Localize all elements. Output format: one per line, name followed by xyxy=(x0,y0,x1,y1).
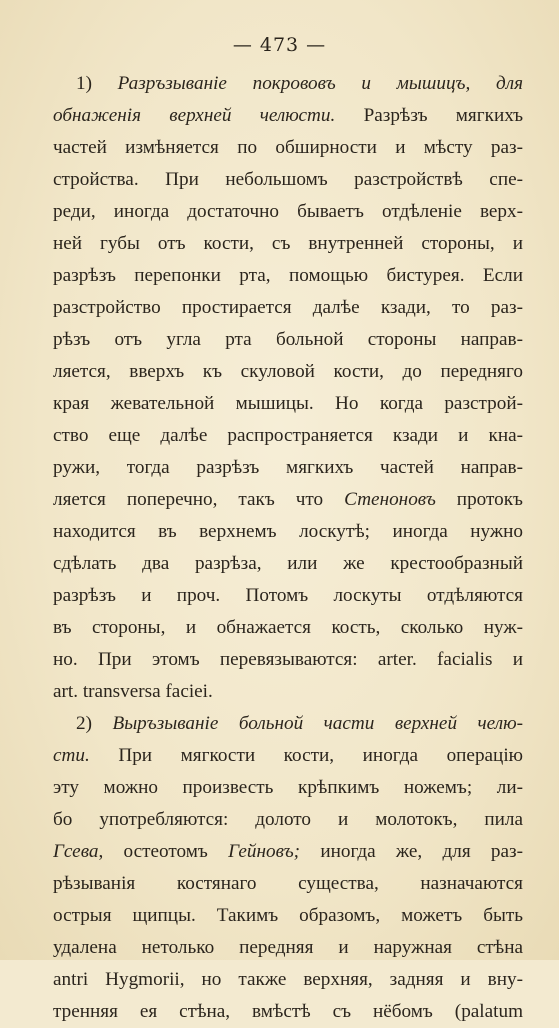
text-segment: но. При этомъ перевязываются: arter. facialis и xyxy=(53,649,523,670)
text-line xyxy=(53,356,523,388)
text-line xyxy=(53,708,523,740)
text-segment: бо употребляются: долото и молотокъ, пила xyxy=(53,809,523,830)
text-segment: края жевательной мышицы. Но когда разстрой- xyxy=(53,393,523,414)
body-text xyxy=(53,68,523,1028)
text-line xyxy=(53,932,523,964)
text-segment: ней губы отъ кости, съ внутренней стороны, и xyxy=(53,233,523,254)
text-line xyxy=(53,580,523,612)
text-segment: 1) xyxy=(76,73,118,94)
text-segment: , остеотомъ xyxy=(98,841,229,862)
text-line xyxy=(53,804,523,836)
text-segment: иногда же, для раз- xyxy=(300,841,523,862)
text-segment: находится въ верхнемъ лоскутѣ; иногда нужно xyxy=(53,521,523,542)
text-line xyxy=(53,900,523,932)
text-line xyxy=(53,420,523,452)
text-line xyxy=(53,292,523,324)
text-line xyxy=(53,132,523,164)
text-segment: При мягкости кости, иногда операцію xyxy=(89,745,523,766)
text-line xyxy=(53,868,523,900)
text-segment: ляется, вверхъ къ скуловой кости, до передняго xyxy=(53,361,523,382)
text-line xyxy=(53,772,523,804)
italic-text: Гсева xyxy=(53,841,99,862)
italic-text: Гейновъ; xyxy=(228,841,301,862)
text-line xyxy=(53,996,523,1028)
italic-text: Стеноновъ xyxy=(344,489,436,510)
text-segment: острыя щипцы. Такимъ образомъ, можетъ быть xyxy=(53,905,523,926)
italic-text: Разръзываніе покрововъ и мышицъ, для xyxy=(117,73,523,94)
text-line xyxy=(53,164,523,196)
text-line xyxy=(53,836,523,868)
text-segment: Разрѣзъ мягкихъ xyxy=(335,105,523,126)
text-segment: тренняя ея стѣна, вмѣстѣ съ нёбомъ (palatum xyxy=(53,1001,523,1022)
text-segment: частей измѣняется по обширности и мѣсту раз- xyxy=(53,137,523,158)
text-segment: ство еще далѣе распространяется кзади и кна- xyxy=(53,425,523,446)
text-segment: рѣзыванія костянаго существа, назначаются xyxy=(53,873,523,894)
text-segment: art. transversa faciei. xyxy=(53,681,213,702)
text-segment: ляется поперечно, такъ что xyxy=(53,489,345,510)
text-line xyxy=(53,388,523,420)
text-line xyxy=(53,676,523,708)
page-number: — 473 — xyxy=(232,34,327,56)
text-line xyxy=(53,228,523,260)
italic-text: Выръзываніе больной части верхней челю- xyxy=(112,713,523,734)
text-line xyxy=(53,740,523,772)
italic-text: обнаженія верхней челюсти. xyxy=(53,105,336,126)
text-line xyxy=(53,324,523,356)
text-line xyxy=(53,100,523,132)
text-segment: реди, иногда достаточно бываетъ отдѣленіе верх- xyxy=(53,201,523,222)
text-segment: рѣзъ отъ угла рта больной стороны направ- xyxy=(53,329,523,350)
text-line xyxy=(53,548,523,580)
text-line xyxy=(53,516,523,548)
text-line xyxy=(53,644,523,676)
text-segment: ружи, тогда разрѣзъ мягкихъ частей направ- xyxy=(53,457,523,478)
text-line xyxy=(53,964,523,996)
text-segment: въ стороны, и обнажается кость, сколько нуж- xyxy=(53,617,523,638)
text-segment: 2) xyxy=(76,713,113,734)
text-segment: сдѣлать два разрѣза, или же крестообразный xyxy=(53,553,523,574)
text-line xyxy=(53,612,523,644)
text-segment: разрѣзъ и проч. Потомъ лоскуты отдѣляются xyxy=(53,585,523,606)
text-segment: стройства. При небольшомъ разстройствѣ спе- xyxy=(53,169,523,190)
text-segment: эту можно произвесть крѣпкимъ ножемъ; ли- xyxy=(53,777,523,798)
text-line xyxy=(53,68,523,100)
text-segment: разрѣзъ перепонки рта, помощью бистурея. Если xyxy=(53,265,523,286)
text-segment: протокъ xyxy=(435,489,523,510)
italic-text: сти. xyxy=(53,745,90,766)
text-segment: разстройство простирается далѣе кзади, то раз- xyxy=(53,297,523,318)
text-segment: удалена нетолько передняя и наружная стѣна xyxy=(53,937,523,958)
text-segment: antri Hygmorii, но также верхняя, задняя и вну- xyxy=(53,969,523,990)
text-line xyxy=(53,452,523,484)
text-line xyxy=(53,196,523,228)
text-line xyxy=(53,484,523,516)
text-line xyxy=(53,260,523,292)
